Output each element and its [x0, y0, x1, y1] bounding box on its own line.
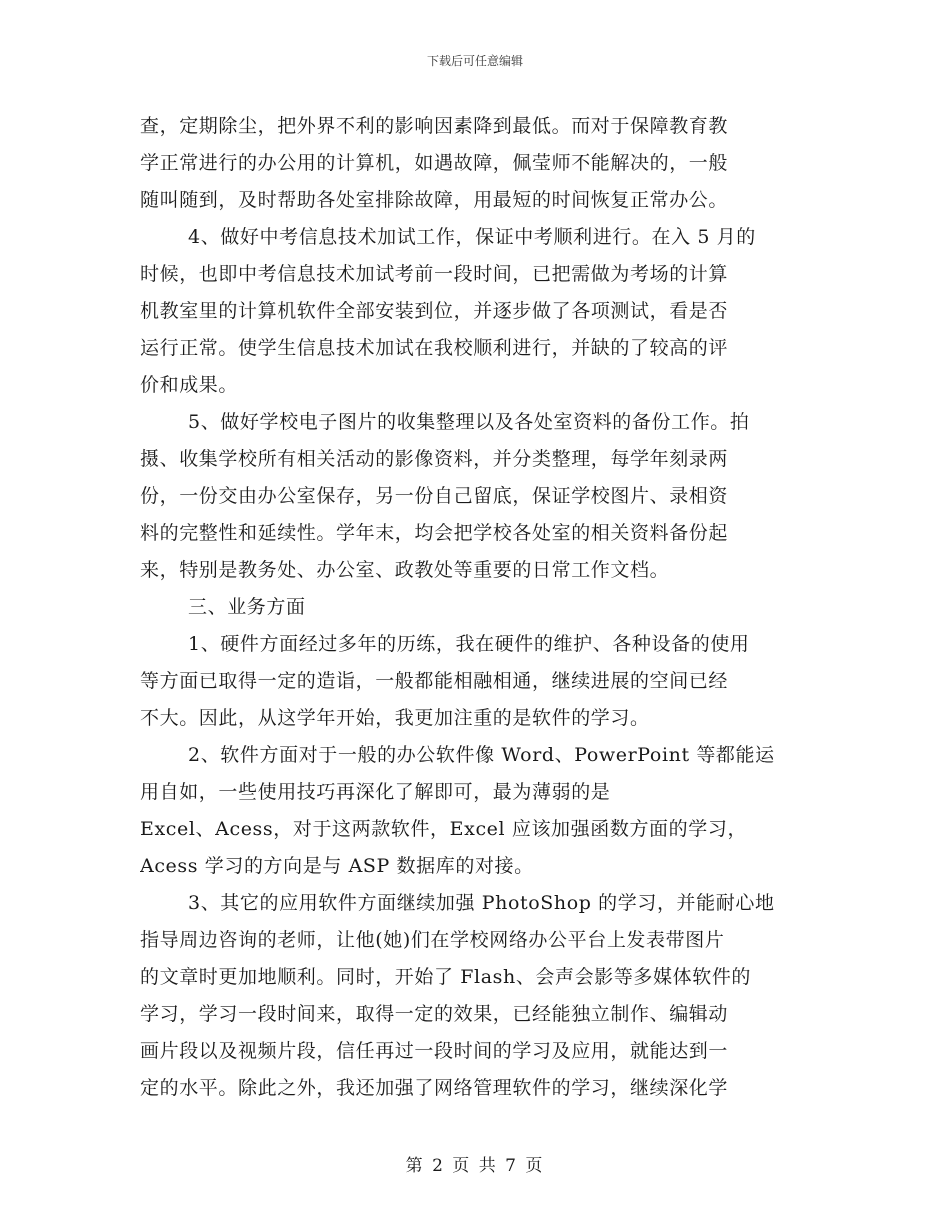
text-line: 价和成果。: [140, 374, 239, 396]
text-line: 用自如，一些使用技巧再深化了解即可，最为薄弱的是: [140, 781, 611, 803]
text-line: 2、软件方面对于一般的办公软件像 Word、PowerPoint 等都能运: [188, 744, 775, 766]
text-line: 来，特别是教务处、办公室、政教处等重要的日常工作文档。: [140, 559, 670, 581]
text-line: 学正常进行的办公用的计算机，如遇故障，佩莹师不能解决的，一般: [140, 152, 729, 174]
page-footer: 第 2 页 共 7 页: [405, 1156, 545, 1176]
text-line: 的文章时更加地顺利。同时，开始了 Flash、会声会影等多媒体软件的: [140, 966, 752, 988]
text-line: 5、做好学校电子图片的收集整理以及各处室资料的备份工作。拍: [188, 411, 750, 433]
text-line: 摄、收集学校所有相关活动的影像资料，并分类整理，每学年刻录两: [140, 448, 729, 470]
text-line: 3、其它的应用软件方面继续加强 PhotoShop 的学习，并能耐心地: [188, 892, 775, 914]
text-line: Excel、Acess，对于这两款软件，Excel 应该加强函数方面的学习，: [140, 818, 748, 840]
text-line: 三、业务方面: [188, 596, 306, 618]
text-line: 时候，也即中考信息技术加试考前一段时间，已把需做为考场的计算: [140, 263, 729, 285]
text-line: 1、硬件方面经过多年的历练，我在硬件的维护、各种设备的使用: [188, 633, 750, 655]
text-line: 画片段以及视频片段，信任再过一段时间的学习及应用，就能达到一: [140, 1040, 729, 1062]
text-line: 机教室里的计算机软件全部安装到位，并逐步做了各项测试，看是否: [140, 300, 729, 322]
text-line: 不大。因此，从这学年开始，我更加注重的是软件的学习。: [140, 707, 650, 729]
text-line: 份，一份交由办公室保存，另一份自己留底，保证学校图片、录相资: [140, 485, 729, 507]
text-line: 运行正常。使学生信息技术加试在我校顺利进行，并缺的了较高的评: [140, 337, 729, 359]
text-line: 4、做好中考信息技术加试工作，保证中考顺利进行。在入 5 月的: [188, 226, 756, 248]
text-line: 料的完整性和延续性。学年末，均会把学校各处室的相关资料备份起: [140, 522, 729, 544]
document-body: [140, 108, 812, 1107]
text-line: 查，定期除尘，把外界不利的影响因素降到最低。而对于保障教育教: [140, 115, 729, 137]
page-header: 下载后可任意编辑: [426, 54, 523, 68]
text-line: 指导周边咨询的老师，让他(她)们在学校网络办公平台上发表带图片: [140, 929, 725, 951]
text-line: 定的水平。除此之外，我还加强了网络管理软件的学习，继续深化学: [140, 1077, 729, 1099]
text-line: 学习，学习一段时间来，取得一定的效果，已经能独立制作、编辑动: [140, 1003, 729, 1025]
text-line: Acess 学习的方向是与 ASP 数据库的对接。: [140, 855, 534, 877]
text-line: 随叫随到，及时帮助各处室排除故障，用最短的时间恢复正常办公。: [140, 189, 729, 211]
text-line: 等方面已取得一定的造诣，一般都能相融相通，继续进展的空间已经: [140, 670, 729, 692]
